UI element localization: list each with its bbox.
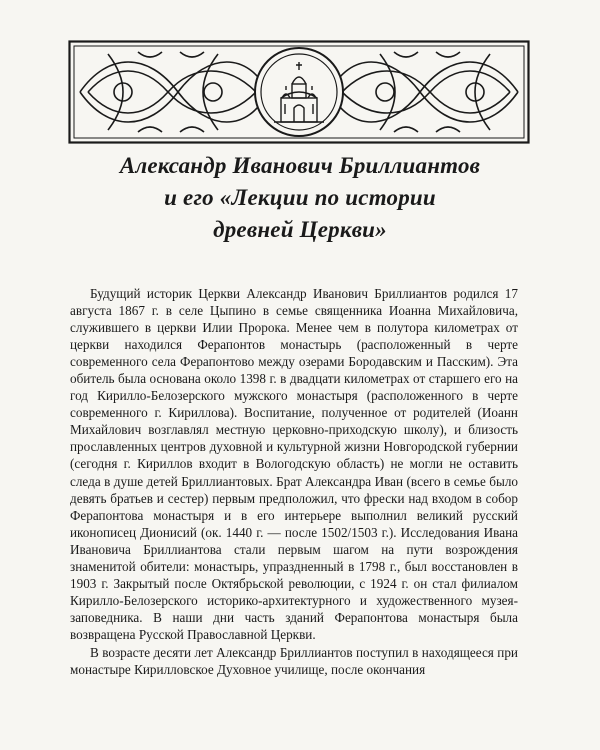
article-title — [60, 150, 540, 246]
article-body — [70, 285, 518, 678]
church-ornament-icon — [68, 40, 530, 144]
title-line: древней Церкви» — [213, 217, 387, 242]
paragraph: Будущий историк Церкви Александр Иванович Бриллиантов родился 17 августа 1867 г. в селе Цыпино в семье священника Иоанна Михайловича, служившего в церкви Илии Пророка. Менее чем в полутора километрах от церкви находился Ферапонтов монастырь (расположенный в черте современного села Ферапонтово между озерами Бородавским и Пасским). Эта обитель была основана около 1398 г. в двадцати километрах от старшего его на год Кирилло-Белозерского мужского монастыря (расположенного в черте современного г. Кириллова). Воспитание, полученное от родителей (Иоанн Михайлович возглавлял местную церковно-приходскую школу), и близость прославленных центров духовной и культурной жизни Новгородской губернии (сегодня г. Кириллов входит в Вологодскую область) не могли не оставить следа в душе детей Бриллиантовых. Брат Александра Иван (всего в семье было девять братьев и сестер) первым предположил, что фрески над входом в собор Ферапонтова монастыря и в его интерьере выполнил великий русский иконописец Дионисий (ок. 1440 г. — после 1502/1503 г.). Исследования Ивана Ивановича Бриллиантова стали первым шагом на пути возрождения знаменитой обители: монастырь, упраздненный в 1798 г., был восстановлен в 1903 г. Закрытый после Октябрьской революции, с 1924 г. он стал филиалом Кирилло-Белозерского историко-архитектурного и художественного музея-заповедника. В наши дни часть зданий Ферапонтова монастыря была возвращена Русской Православной Церкви. — [70, 286, 518, 642]
paragraph: В возрасте десяти лет Александр Бриллиантов поступил в находящееся при монастыре Кирилловское Духовное училище, после окончания — [70, 644, 518, 678]
title-line: Александр Иванович Бриллиантов — [119, 153, 481, 178]
title-line: и его «Лекции по истории — [164, 185, 436, 210]
